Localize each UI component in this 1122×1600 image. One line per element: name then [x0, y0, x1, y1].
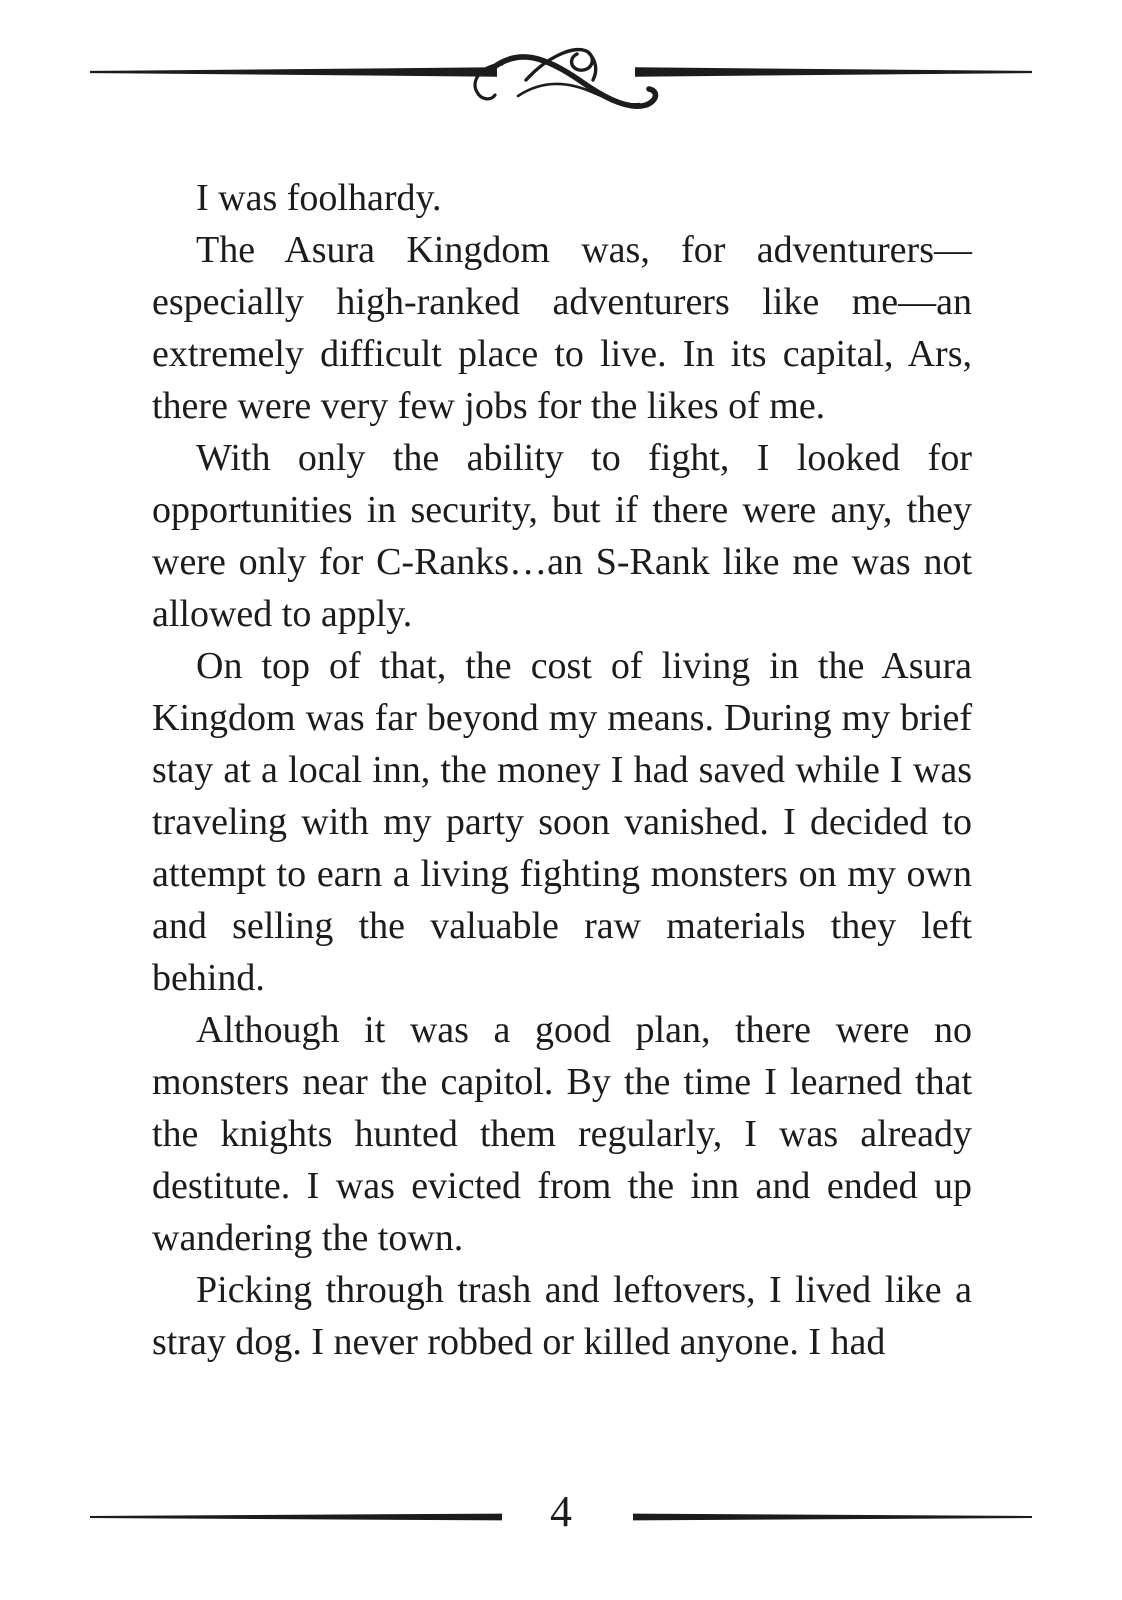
page-number: 4 — [550, 1487, 572, 1536]
paragraph: The Asura Kingdom was, for adventurers—especially high-ranked adventurers like me—an extremely difficult place to live. In its capital, Ars, there were very few jobs for the likes of me. — [152, 229, 972, 427]
paragraph: With only the ability to fight, I looked for opportunities in security, but if there were any, they were only for C-Ranks…an S-Rank like me was not allowed to apply. — [152, 437, 972, 635]
header-rule-right — [635, 67, 1032, 76]
paragraph: On top of that, the cost of living in the Asura Kingdom was far beyond my means. During my brief stay at a local inn, the money I had saved while I was traveling with my party soon vanished. I decided to attempt to earn a living fighting monsters on my own and selling the valuable raw materials they left behind. — [152, 645, 972, 999]
header-rule-left — [90, 67, 497, 76]
footer-rule-left — [90, 1512, 502, 1522]
flourish-ornament-icon — [475, 50, 655, 107]
paragraph: Although it was a good plan, there were no monsters near the capitol. By the time I learned that the knights hunted them regularly, I was already destitute. I was evicted from the inn and ended up wandering the town. — [152, 1009, 972, 1259]
paragraph: I was foolhardy. — [196, 177, 442, 219]
header-divider — [90, 38, 1032, 134]
footer-rule-right — [633, 1512, 1032, 1522]
body-text — [152, 172, 972, 1368]
paragraph: Picking through trash and leftovers, I lived like a stray dog. I never robbed or killed anyone. I had — [152, 1269, 972, 1363]
